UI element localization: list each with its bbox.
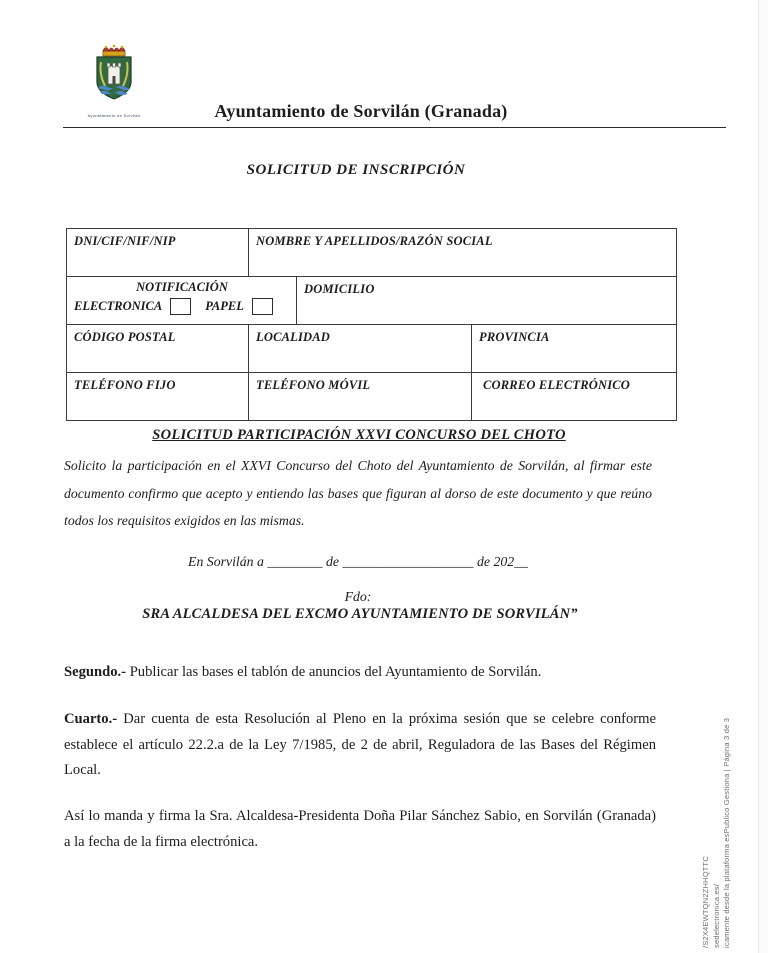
verification-footer-vertical — [701, 696, 733, 948]
field-dni — [67, 229, 249, 277]
table-row — [67, 373, 677, 421]
field-domicilio-label: DOMICILIO — [304, 282, 375, 296]
field-nombre — [249, 229, 677, 277]
papel-label: PAPEL — [205, 299, 244, 313]
field-nombre-label: NOMBRE Y APELLIDOS/RAZÓN SOCIAL — [256, 234, 493, 248]
field-correo — [472, 373, 677, 421]
field-dni-label: DNI/CIF/NIF/NIP — [74, 234, 176, 248]
field-codigo-postal-label: CÓDIGO POSTAL — [74, 330, 176, 344]
verification-code: /S2X4EWTQN2ZHHQTTC — [701, 856, 710, 948]
field-correo-label: CORREO ELECTRÓNICO — [483, 378, 631, 392]
field-telefono-movil-label: TELÉFONO MÓVIL — [256, 378, 371, 392]
field-provincia-label: PROVINCIA — [479, 330, 550, 344]
date-fill-line: En Sorvilán a ________ de ___________________ de 202__ — [188, 554, 528, 569]
segundo-text: Publicar las bases el tablón de anuncios del Ayuntamiento de Sorvilán. — [126, 664, 542, 680]
field-domicilio — [297, 277, 677, 325]
page-edge-strip — [759, 0, 768, 953]
electronica-checkbox[interactable] — [170, 298, 191, 315]
cuarto-paragraph — [64, 707, 656, 784]
field-notificacion — [67, 277, 297, 325]
section-heading: SOLICITUD PARTICIPACIÓN XXVI CONCURSO DEL CHOTO — [152, 427, 566, 443]
table-row — [67, 277, 677, 325]
field-telefono-fijo — [67, 373, 249, 421]
cuarto-text: Dar cuenta de esta Resolución al Pleno en la próxima sesión que se celebre conforme establece el artículo 22.2.a de la Ley 7/1985, de 2 de abril, Reguladora de las Bases del Régimen Local. — [64, 711, 656, 778]
field-codigo-postal — [67, 325, 249, 373]
table-row — [67, 229, 677, 277]
document-subtitle: SOLICITUD DE INSCRIPCIÓN — [246, 162, 466, 178]
field-localidad — [249, 325, 472, 373]
field-telefono-fijo-label: TELÉFONO FIJO — [74, 378, 176, 392]
field-telefono-movil — [249, 373, 472, 421]
segundo-label: Segundo.- — [64, 664, 127, 680]
electronica-label: ELECTRONICA — [74, 299, 163, 313]
field-notificacion-label: NOTIFICACIÓN — [136, 280, 228, 294]
platform-note: icamente desde la plataforma esPublico Gestiona | Página 3 de 3 — [722, 717, 731, 948]
closing-paragraph: Así lo manda y firma la Sra. Alcaldesa-Presidenta Doña Pilar Sánchez Sabio, en Sorvilán (Granada) a la fecha de la firma electrónica. — [64, 808, 656, 850]
papel-checkbox[interactable] — [252, 298, 273, 315]
header-divider — [63, 127, 726, 128]
field-localidad-label: LOCALIDAD — [256, 330, 331, 344]
page-title: Ayuntamiento de Sorvilán (Granada) — [214, 101, 508, 121]
crest-caption: Ayuntamiento de Sorvilán — [87, 113, 141, 118]
table-row — [67, 325, 677, 373]
registration-form-table — [66, 228, 677, 421]
fdo-label: Fdo: — [344, 589, 372, 604]
signer-line: SRA ALCALDESA DEL EXCMO AYUNTAMIENTO DE SORVILÁN” — [142, 606, 578, 622]
request-paragraph: Solicito la participación en el XXVI Concurso del Choto del Ayuntamiento de Sorvilán, al firmar este documento confirmo que acepto y entiendo las bases que figuran al dorso de este documento y que reúno todos los requisitos exigidos en las mismas. — [64, 458, 652, 528]
cuarto-label: Cuarto.- — [64, 711, 118, 727]
field-provincia — [472, 325, 677, 373]
coat-of-arms-icon — [85, 42, 143, 108]
segundo-paragraph — [64, 660, 656, 686]
page-edge-line — [758, 0, 759, 953]
verification-url: sedelectronica.es/ — [711, 883, 721, 948]
